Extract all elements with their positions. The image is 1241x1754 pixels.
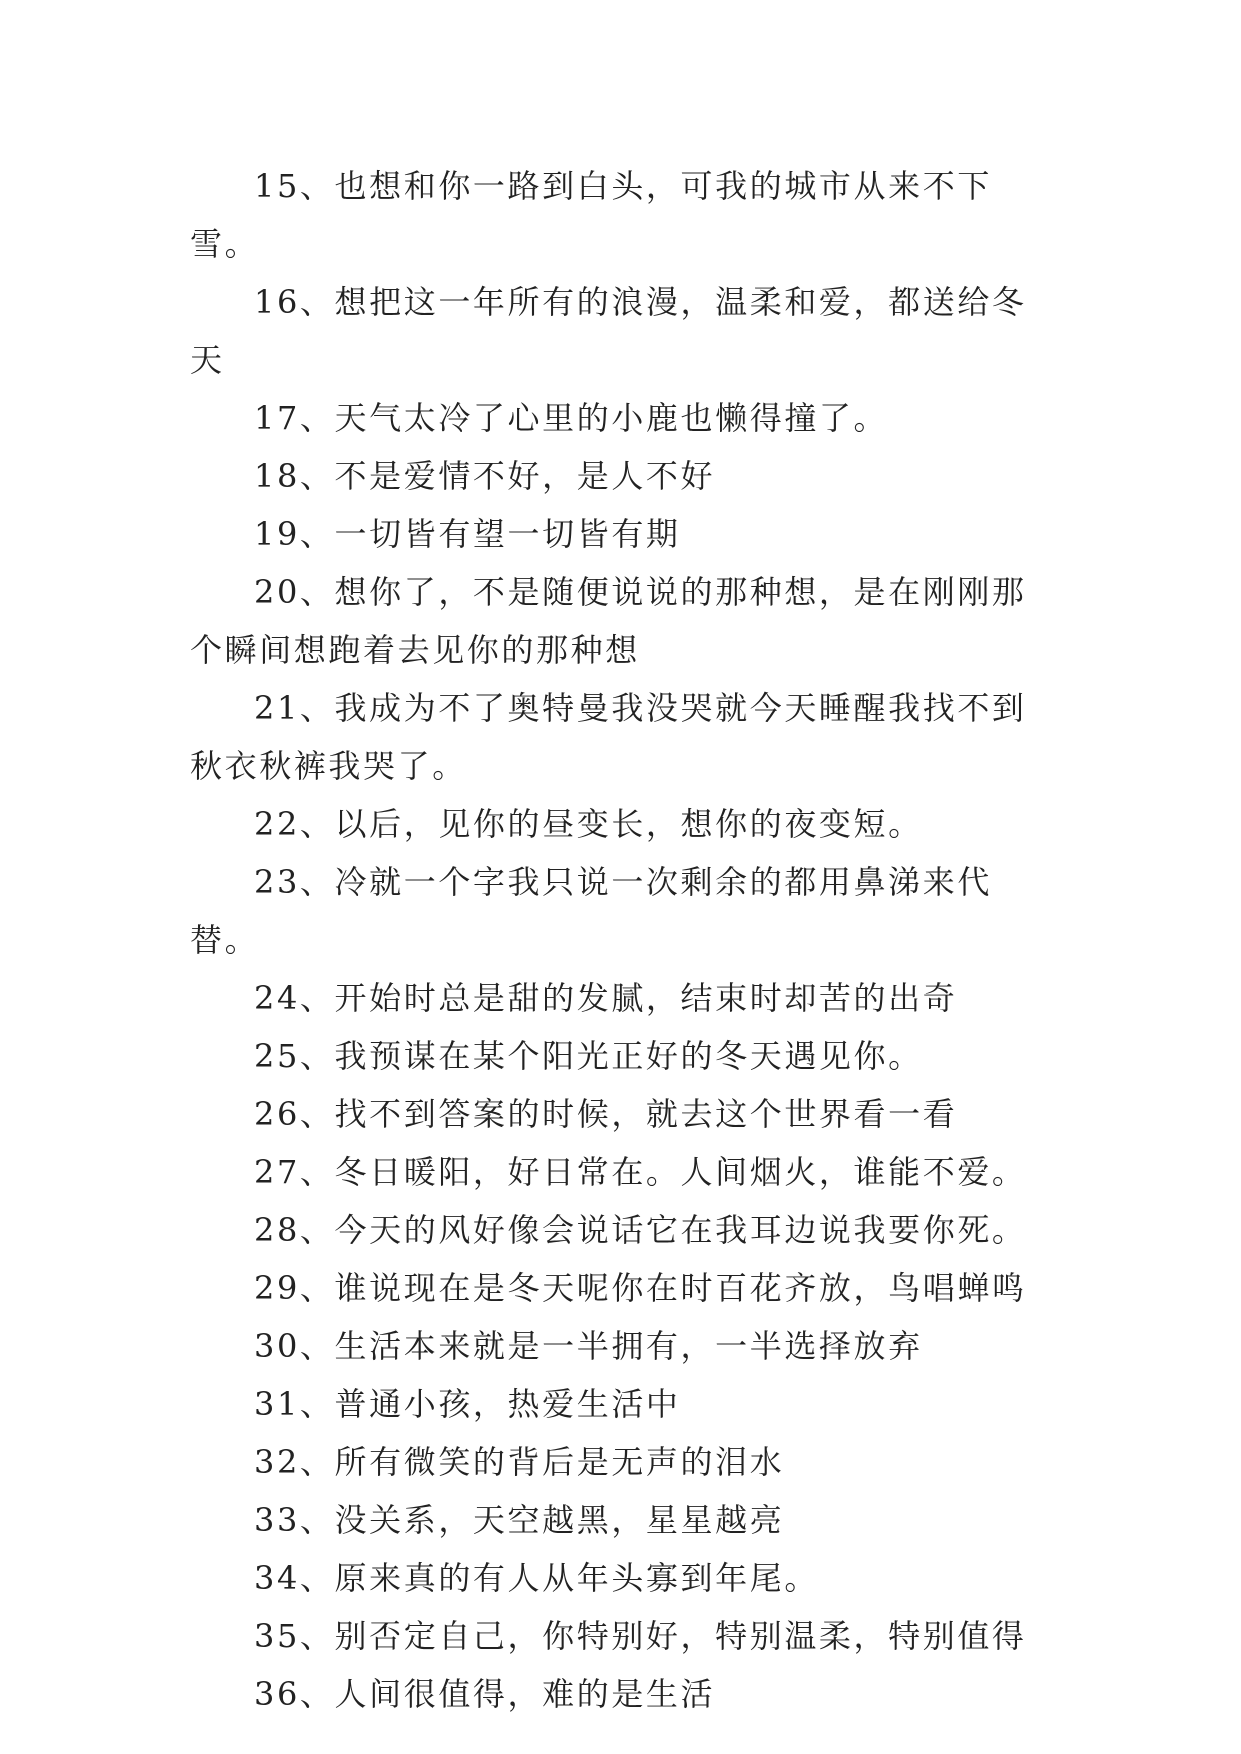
list-item: 17、天气太冷了心里的小鹿也懒得撞了。 (254, 399, 889, 437)
document-body (190, 157, 1050, 1723)
list-item: 28、今天的风好像会说话它在我耳边说我要你死。 (254, 1211, 1027, 1249)
list-item: 21、我成为不了奥特曼我没哭就今天睡醒我找不到秋衣秋裤我哭了。 (190, 689, 1027, 785)
list-item: 36、人间很值得，难的是生活 (254, 1675, 716, 1713)
list-item: 32、所有微笑的背后是无声的泪水 (254, 1443, 785, 1481)
list-item: 20、想你了，不是随便说说的那种想，是在刚刚那个瞬间想跑着去见你的那种想 (190, 573, 1027, 669)
list-item: 27、冬日暖阳，好日常在。人间烟火，谁能不爱。 (254, 1153, 1027, 1191)
list-item: 16、想把这一年所有的浪漫，温柔和爱，都送给冬天 (190, 283, 1027, 379)
list-item: 23、冷就一个字我只说一次剩余的都用鼻涕来代替。 (190, 863, 992, 959)
list-item: 29、谁说现在是冬天呢你在时百花齐放，鸟唱蝉鸣 (254, 1269, 1027, 1307)
list-item: 31、普通小孩，热爱生活中 (254, 1385, 681, 1423)
list-item: 22、以后，见你的昼变长，想你的夜变短。 (254, 805, 923, 843)
list-item: 33、没关系，天空越黑，星星越亮 (254, 1501, 785, 1539)
list-item: 15、也想和你一路到白头，可我的城市从来不下雪。 (190, 167, 992, 263)
list-item: 24、开始时总是甜的发腻，结束时却苦的出奇 (254, 979, 958, 1017)
list-item: 25、我预谋在某个阳光正好的冬天遇见你。 (254, 1037, 923, 1075)
list-item: 30、生活本来就是一半拥有，一半选择放弃 (254, 1327, 923, 1365)
list-item: 35、别否定自己，你特别好，特别温柔，特别值得 (254, 1617, 1027, 1655)
list-item: 26、找不到答案的时候，就去这个世界看一看 (254, 1095, 958, 1133)
list-item: 19、一切皆有望一切皆有期 (254, 515, 681, 553)
list-item: 18、不是爱情不好，是人不好 (254, 457, 716, 495)
list-item: 34、原来真的有人从年头寡到年尾。 (254, 1559, 819, 1597)
